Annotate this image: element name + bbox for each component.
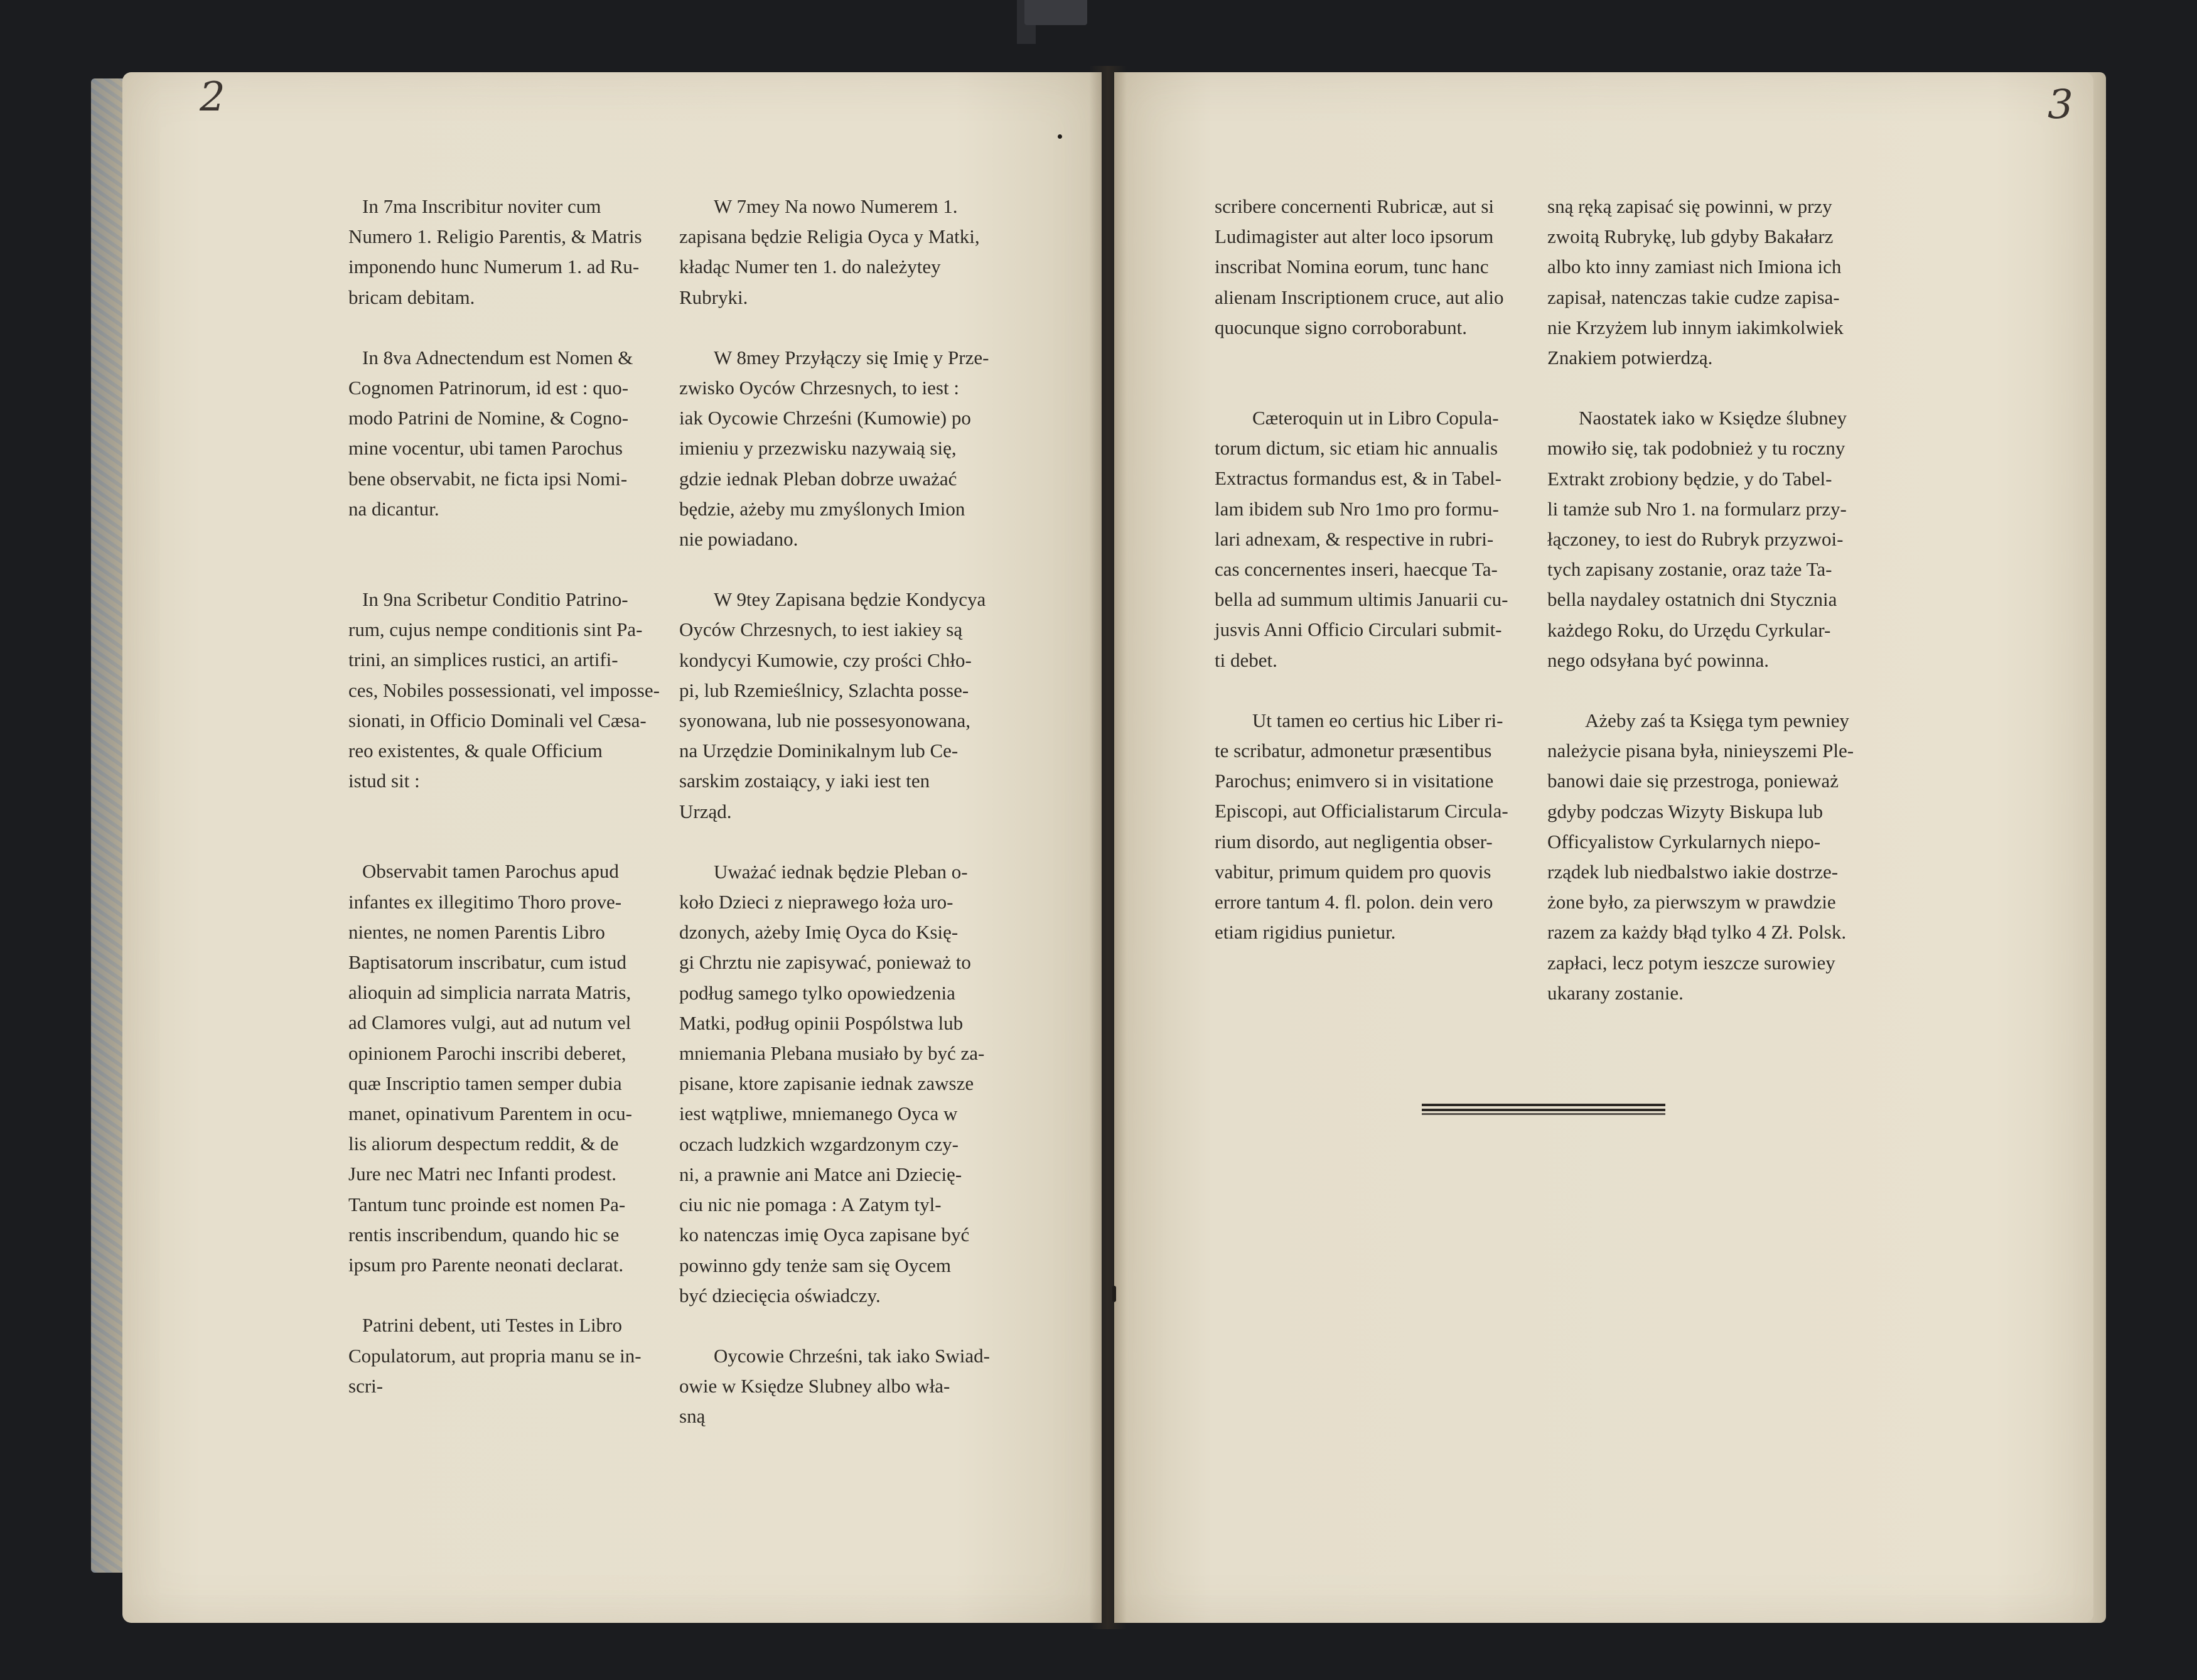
right-polish-column: [1547, 191, 1874, 1008]
polish-paragraph-7mey: W 7mey Na nowo Numerem 1. zapisana będzie Religia Oyca y Matki, kładąc Numer ten 1. do należytey Rubryki.: [679, 195, 980, 308]
closing-rule: [1422, 1104, 1665, 1116]
binding-thread-mark: [1112, 1286, 1116, 1302]
ink-dot: [1058, 134, 1062, 139]
latin-paragraph-scribere: scribere concernenti Rubricæ, aut si Ludimagister aut alter loco ipsorum inscribat Nomina eorum, tunc hanc alienam Inscriptionem cruce, aut alio quocunque signo corroborabunt.: [1215, 195, 1504, 338]
book-gutter: [1089, 66, 1127, 1629]
folio-right: 3: [2048, 82, 2073, 128]
polish-paragraph-uwazac: Uważać iednak będzie Pleban o- koło Dzieci z nieprawego łoża uro- dzonych, ażeby Imię Oyca do Księ- gi Chrztu nie zapisywać, ponieważ to podług samego tylko opowiedzenia Matki, podług opinii Pospólstwa lub mniemania Plebana musiało by być za- pisane, ktore zapisanie iednak zawsze iest wątpliwe, mniemanego Oyca w oczach ludzkich wzgardzonym czy- ni, a prawnie ani Matce ani Dziecię- ciu nic nie pomaga : A Zatym tyl- ko natenczas imię Oyca zapisane być powinno gdy tenże sam się Oycem być dziecięcia oświadczy.: [679, 860, 985, 1306]
latin-paragraph-7ma: In 7ma Inscribitur noviter cum Numero 1. Religio Parentis, & Matris imponendo hunc Numerum 1. ad Ru- bricam debitam.: [348, 195, 642, 308]
left-polish-column: [679, 191, 1012, 1432]
scanner-clamp-top: [1024, 0, 1087, 25]
polish-paragraph-8mey: W 8mey Przyłączy się Imię y Prze- zwisko Oyców Chrzesnych, to iest : iak Oycowie Chrześni (Kumowie) po imieniu y przezwisku nazywaią się, gdzie iednak Pleban dobrze uważać będzie, ażeby mu zmyślonych Imion nie powiadano.: [679, 346, 989, 551]
latin-paragraph-8va: In 8va Adnectendum est Nomen & Cognomen Patrinorum, id est : quo- modo Patrini de Nomine, & Cogno- mine vocentur, ubi tamen Parochus bene observabit, ne ficta ipsi Nomi- na dicantur.: [348, 346, 633, 520]
latin-paragraph-patrini: Patrini debent, uti Testes in Libro Copulatorum, aut propria manu se in- scri-: [348, 1314, 642, 1397]
right-latin-column: [1215, 191, 1541, 947]
polish-paragraph-sna-reka: sną ręką zapisać się powinni, w przy zwoitą Rubrykę, lub gdyby Bakałarz albo kto inny zamiast nich Imiona ich zapisał, natenczas takie cudze zapisa- nie Krzyżem lub innym iakimkolwiek Znakiem potwierdzą.: [1547, 195, 1844, 369]
latin-paragraph-caeteroquin: Cæteroquin ut in Libro Copula- torum dictum, sic etiam hic annualis Extractus formandus est, & in Tabel- lam ibidem sub Nro 1mo pro formu- lari adnexam, & respective in rubri- cas concernentes inseri, haecque Ta- bella ad summum ultimis Januarii cu- jusvis Anni Officio Circulari submit- ti debet.: [1215, 407, 1508, 671]
folio-left: 2: [200, 74, 225, 121]
left-latin-column: [348, 191, 675, 1401]
polish-paragraph-9tey: W 9tey Zapisana będzie Kondycya Oyców Chrzesnych, to iest iakiey są kondycyi Kumowie, czy prości Chło- pi, lub Rzemieślnicy, Szlachta posse- syonowana, lub nie possesyonowana, na Urzędzie Dominikalnym lub Ce- sarskim zostaiący, y iaki iest ten Urząd.: [679, 588, 986, 822]
latin-paragraph-9na: In 9na Scribetur Conditio Patrino- rum, cujus nempe conditionis sint Pa- trini, an simplices rustici, an artifi- ces, Nobiles possessionati, vel imposse- sionati, in Officio Dominali vel Cæsa- reo existentes, & quale Officium istud sit :: [348, 588, 660, 792]
polish-paragraph-naostatek: Naostatek iako w Księdze ślubney mowiło się, tak podobnież y tu roczny Extrakt zrobiony będzie, y do Tabel- li tamże sub Nro 1. na formularz przy- łączoney, to iest do Rubryk przyzwoi- tych zapisany zostanie, oraz taże Ta- bella naydaley ostatnich dni Stycznia każdego Roku, do Urzędu Cyrkular- nego odsyłana być powinna.: [1547, 407, 1847, 671]
latin-paragraph-observabit: Observabit tamen Parochus apud infantes ex illegitimo Thoro prove- nientes, ne nomen Parentis Libro Baptisatorum inscribatur, cum istud alioquin ad simplicia narrata Matris, ad Clamores vulgi, aut ad nutum vel opinionem Parochi inscribi deberet, quæ Inscriptio tamen semper dubia manet, opinativum Parentem in ocu- lis aliorum despectum reddit, & de Jure nec Matri nec Infanti prodest. Tantum tunc proinde est nomen Pa- rentis inscribendum, quando hic se ipsum pro Parente neonati declarat.: [348, 860, 632, 1276]
polish-paragraph-oycowie: Oycowie Chrześni, tak iako Swiad- owie w Księdze Slubney albo wła- sną: [679, 1344, 990, 1428]
latin-paragraph-ut-tamen: Ut tamen eo certius hic Liber ri- te scribatur, admonetur præsentibus Parochus; enimvero si in visitatione Episcopi, aut Officialistarum Circula- rium disordo, aut negligentia obser- vabitur, primum quidem pro quovis errore tantum 4. fl. polon. dein vero etiam rigidius punietur.: [1215, 709, 1508, 944]
polish-paragraph-azeby: Ażeby zaś ta Księga tym pewniey należycie pisana była, ninieyszemi Ple- banowi daie się przestroga, ponieważ gdyby podczas Wizyty Biskupa lub Officyalistow Cyrkularnych niepo- rządek lub niedbalstwo iakie dostrze- żone było, za pierwszym w prawdzie razem za każdy błąd tylko 4 Zł. Polsk. zapłaci, lecz potym ieszcze surowiey ukarany zostanie.: [1547, 709, 1854, 1004]
